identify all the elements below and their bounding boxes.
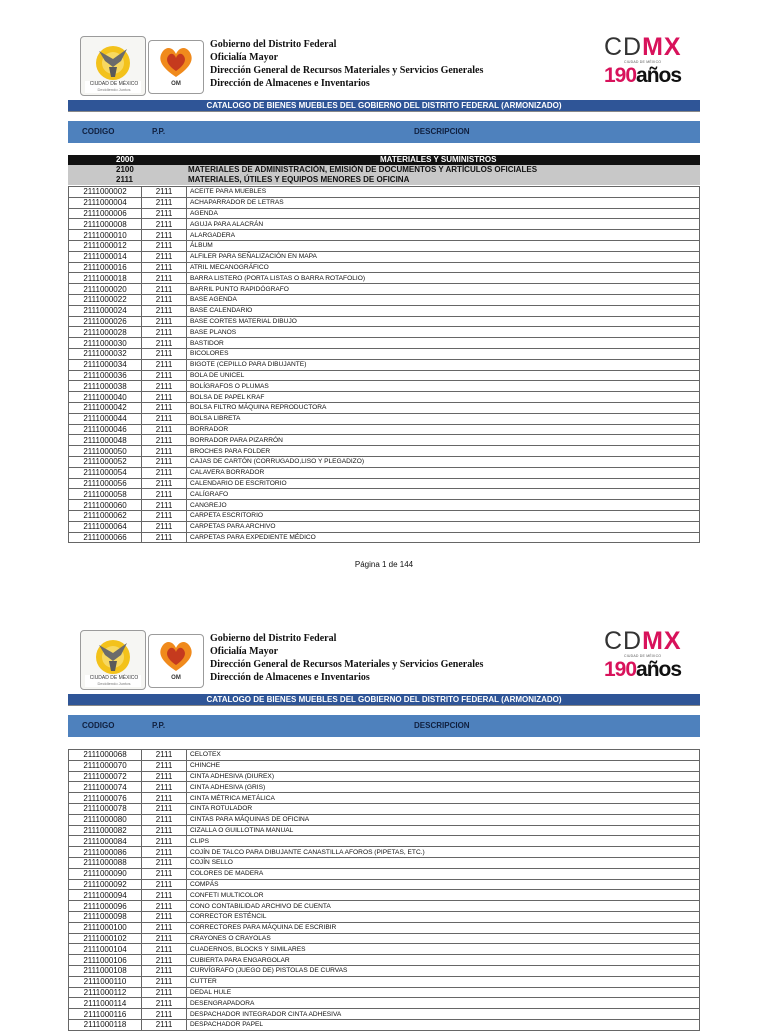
group-desc: MATERIALES, ÚTILES Y EQUIPOS MENORES DE OFICINA bbox=[188, 175, 410, 184]
table-row bbox=[69, 825, 700, 836]
item-description: CONFETI MULTICOLOR bbox=[187, 890, 700, 901]
item-description: CHINCHE bbox=[187, 760, 700, 771]
column-header-desc: DESCRIPCION bbox=[414, 721, 470, 730]
item-code: 2111000040 bbox=[69, 392, 142, 403]
cdmx-190-brand bbox=[604, 628, 684, 684]
item-pp: 2111 bbox=[142, 510, 187, 521]
table-row bbox=[69, 933, 700, 944]
table-row bbox=[69, 955, 700, 966]
item-pp: 2111 bbox=[142, 230, 187, 241]
table-row bbox=[69, 500, 700, 511]
gov-line-3: Dirección General de Recursos Materiales y Servicios Generales bbox=[210, 65, 484, 76]
table-row bbox=[69, 510, 700, 521]
item-description: DEDAL HULE bbox=[187, 987, 700, 998]
item-code: 2111000072 bbox=[69, 771, 142, 782]
table-row bbox=[69, 262, 700, 273]
page-footer: Página 1 de 144 bbox=[354, 560, 414, 569]
table-row bbox=[69, 284, 700, 295]
table-row bbox=[69, 976, 700, 987]
table-row bbox=[69, 327, 700, 338]
item-code: 2111000052 bbox=[69, 456, 142, 467]
item-pp: 2111 bbox=[142, 825, 187, 836]
item-code: 2111000114 bbox=[69, 998, 142, 1009]
table-row bbox=[69, 413, 700, 424]
item-description: CINTA ROTULADOR bbox=[187, 803, 700, 814]
item-pp: 2111 bbox=[142, 273, 187, 284]
item-pp: 2111 bbox=[142, 294, 187, 305]
item-pp: 2111 bbox=[142, 251, 187, 262]
item-description: BORRADOR PARA PIZARRÓN bbox=[187, 435, 700, 446]
item-code: 2111000066 bbox=[69, 532, 142, 543]
item-code: 2111000094 bbox=[69, 890, 142, 901]
table-row bbox=[69, 478, 700, 489]
table-row bbox=[69, 240, 700, 251]
item-description: COJÍN SELLO bbox=[187, 857, 700, 868]
item-pp: 2111 bbox=[142, 240, 187, 251]
item-pp: 2111 bbox=[142, 359, 187, 370]
item-code: 2111000098 bbox=[69, 911, 142, 922]
item-pp: 2111 bbox=[142, 814, 187, 825]
table-row bbox=[69, 219, 700, 230]
om-heart-icon bbox=[149, 635, 203, 675]
column-header-row bbox=[68, 715, 700, 737]
cdmx-city-logo-sub: Decidiendo Juntos bbox=[97, 681, 131, 686]
item-description: CELOTEX bbox=[187, 750, 700, 761]
item-description: BOLSA DE PAPEL KRAF bbox=[187, 392, 700, 403]
brand-mx: MX bbox=[642, 627, 682, 655]
item-code: 2111000054 bbox=[69, 467, 142, 478]
table-row bbox=[69, 381, 700, 392]
item-description: CUADERNOS, BLOCKS Y SIMILARES bbox=[187, 944, 700, 955]
item-code: 2111000074 bbox=[69, 782, 142, 793]
item-code: 2111000056 bbox=[69, 478, 142, 489]
item-description: CINTA MÉTRICA METÁLICA bbox=[187, 793, 700, 804]
item-description: BASE CORTES MATERIAL DIBUJO bbox=[187, 316, 700, 327]
item-pp: 2111 bbox=[142, 532, 187, 543]
item-pp: 2111 bbox=[142, 446, 187, 457]
column-header-pp: P.P. bbox=[152, 127, 166, 136]
item-description: CORRECTORES PARA MÁQUINA DE ESCRIBIR bbox=[187, 922, 700, 933]
item-description: CONO CONTABILIDAD ARCHIVO DE CUENTA bbox=[187, 901, 700, 912]
table-row bbox=[69, 847, 700, 858]
item-code: 2111000092 bbox=[69, 879, 142, 890]
table-row bbox=[69, 857, 700, 868]
item-pp: 2111 bbox=[142, 187, 187, 198]
gov-line-2: Oficialía Mayor bbox=[210, 646, 279, 657]
item-pp: 2111 bbox=[142, 911, 187, 922]
item-code: 2111000004 bbox=[69, 197, 142, 208]
table-row bbox=[69, 922, 700, 933]
item-description: BARRA LISTERO (PORTA LISTAS O BARRA ROTAFOLIO) bbox=[187, 273, 700, 284]
item-code: 2111000096 bbox=[69, 901, 142, 912]
item-pp: 2111 bbox=[142, 208, 187, 219]
item-pp: 2111 bbox=[142, 803, 187, 814]
gov-line-4: Dirección de Almacenes e Inventarios bbox=[210, 672, 370, 683]
item-code: 2111000086 bbox=[69, 847, 142, 858]
item-code: 2111000018 bbox=[69, 273, 142, 284]
table-row bbox=[69, 316, 700, 327]
gov-line-2: Oficialía Mayor bbox=[210, 52, 279, 63]
table-row bbox=[69, 424, 700, 435]
group-row-2111 bbox=[68, 175, 700, 185]
item-description: ATRIL MECANOGRÁFICO bbox=[187, 262, 700, 273]
item-code: 2111000014 bbox=[69, 251, 142, 262]
brand-190-number: 190 bbox=[604, 658, 637, 681]
item-pp: 2111 bbox=[142, 381, 187, 392]
item-description: CINTA ADHESIVA (DIUREX) bbox=[187, 771, 700, 782]
table-row bbox=[69, 273, 700, 284]
item-pp: 2111 bbox=[142, 1019, 187, 1030]
item-code: 2111000020 bbox=[69, 284, 142, 295]
item-pp: 2111 bbox=[142, 402, 187, 413]
item-pp: 2111 bbox=[142, 868, 187, 879]
item-pp: 2111 bbox=[142, 987, 187, 998]
table-row bbox=[69, 251, 700, 262]
item-pp: 2111 bbox=[142, 338, 187, 349]
gov-line-1: Gobierno del Distrito Federal bbox=[210, 633, 337, 644]
item-description: ÁLBUM bbox=[187, 240, 700, 251]
table-row bbox=[69, 187, 700, 198]
cdmx-city-logo-text: CIUDAD DE MÉXICO bbox=[89, 81, 139, 87]
item-pp: 2111 bbox=[142, 478, 187, 489]
table-row bbox=[69, 803, 700, 814]
item-pp: 2111 bbox=[142, 760, 187, 771]
item-description: BICOLORES bbox=[187, 348, 700, 359]
brand-cdmx bbox=[604, 628, 684, 654]
brand-190 bbox=[604, 65, 684, 87]
item-description: COLORES DE MADERA bbox=[187, 868, 700, 879]
item-pp: 2111 bbox=[142, 857, 187, 868]
item-code: 2111000110 bbox=[69, 976, 142, 987]
item-description: DESENGRAPADORA bbox=[187, 998, 700, 1009]
om-logo-text: OM bbox=[171, 81, 181, 87]
table-row bbox=[69, 760, 700, 771]
item-pp: 2111 bbox=[142, 955, 187, 966]
table-row bbox=[69, 771, 700, 782]
item-description: CRAYONES O CRAYOLAS bbox=[187, 933, 700, 944]
cdmx-city-logo-sub: Decidiendo Juntos bbox=[97, 87, 131, 92]
item-code: 2111000050 bbox=[69, 446, 142, 457]
column-header-row bbox=[68, 121, 700, 143]
page-header bbox=[0, 624, 768, 684]
item-code: 2111000034 bbox=[69, 359, 142, 370]
item-pp: 2111 bbox=[142, 284, 187, 295]
item-pp: 2111 bbox=[142, 922, 187, 933]
item-description: CURVÍGRAFO (JUEGO DE) PISTOLAS DE CURVAS bbox=[187, 965, 700, 976]
om-heart-icon bbox=[149, 41, 203, 81]
item-code: 2111000026 bbox=[69, 316, 142, 327]
cdmx-city-logo-text: CIUDAD DE MÉXICO bbox=[89, 675, 139, 681]
page-header bbox=[0, 30, 768, 90]
item-code: 2111000008 bbox=[69, 219, 142, 230]
table-row bbox=[69, 944, 700, 955]
brand-cd: CD bbox=[604, 33, 643, 61]
catalog-title-bar: CATALOGO DE BIENES MUEBLES DEL GOBIERNO DEL DISTRITO FEDERAL (ARMONIZADO) bbox=[68, 694, 700, 706]
item-code: 2111000048 bbox=[69, 435, 142, 446]
item-code: 2111000042 bbox=[69, 402, 142, 413]
item-code: 2111000088 bbox=[69, 857, 142, 868]
item-pp: 2111 bbox=[142, 392, 187, 403]
item-code: 2111000028 bbox=[69, 327, 142, 338]
table-row bbox=[69, 793, 700, 804]
item-description: AGUJA PARA ALACRÁN bbox=[187, 219, 700, 230]
table-row bbox=[69, 197, 700, 208]
item-description: CALAVERA BORRADOR bbox=[187, 467, 700, 478]
item-code: 2111000058 bbox=[69, 489, 142, 500]
item-description: ACHAPARRADOR DE LETRAS bbox=[187, 197, 700, 208]
column-header-code: CODIGO bbox=[82, 127, 115, 136]
table-row bbox=[69, 1019, 700, 1030]
table-row bbox=[69, 456, 700, 467]
table-row bbox=[69, 868, 700, 879]
table-row bbox=[69, 836, 700, 847]
item-pp: 2111 bbox=[142, 879, 187, 890]
item-code: 2111000070 bbox=[69, 760, 142, 771]
item-pp: 2111 bbox=[142, 413, 187, 424]
item-code: 2111000038 bbox=[69, 381, 142, 392]
item-code: 2111000100 bbox=[69, 922, 142, 933]
item-pp: 2111 bbox=[142, 901, 187, 912]
table-row bbox=[69, 402, 700, 413]
cdmx-city-logo bbox=[80, 630, 146, 690]
item-description: BROCHES PARA FOLDER bbox=[187, 446, 700, 457]
brand-190 bbox=[604, 659, 684, 681]
item-code: 2111000024 bbox=[69, 305, 142, 316]
item-code: 2111000116 bbox=[69, 1009, 142, 1020]
table-row bbox=[69, 392, 700, 403]
item-description: CARPETA ESCRITORIO bbox=[187, 510, 700, 521]
item-description: CANGREJO bbox=[187, 500, 700, 511]
brand-cdmx bbox=[604, 34, 684, 60]
item-description: BOLA DE UNICEL bbox=[187, 370, 700, 381]
item-description: COMPÁS bbox=[187, 879, 700, 890]
government-heading bbox=[210, 632, 483, 684]
item-code: 2111000082 bbox=[69, 825, 142, 836]
item-code: 2111000102 bbox=[69, 933, 142, 944]
item-description: CUBIERTA PARA ENGARGOLAR bbox=[187, 955, 700, 966]
item-description: BOLSA LIBRETA bbox=[187, 413, 700, 424]
item-pp: 2111 bbox=[142, 965, 187, 976]
table-row bbox=[69, 901, 700, 912]
table-row bbox=[69, 305, 700, 316]
item-pp: 2111 bbox=[142, 197, 187, 208]
table-row bbox=[69, 890, 700, 901]
item-pp: 2111 bbox=[142, 793, 187, 804]
group-row-2000 bbox=[68, 155, 700, 165]
item-code: 2111000112 bbox=[69, 987, 142, 998]
group-rows bbox=[68, 155, 700, 185]
table-row bbox=[69, 987, 700, 998]
item-pp: 2111 bbox=[142, 435, 187, 446]
group-desc: MATERIALES Y SUMINISTROS bbox=[380, 155, 497, 164]
gov-line-1: Gobierno del Distrito Federal bbox=[210, 39, 337, 50]
item-pp: 2111 bbox=[142, 500, 187, 511]
table-row bbox=[69, 489, 700, 500]
item-description: CINTA ADHESIVA (GRIS) bbox=[187, 782, 700, 793]
item-code: 2111000016 bbox=[69, 262, 142, 273]
table-row bbox=[69, 348, 700, 359]
item-pp: 2111 bbox=[142, 998, 187, 1009]
item-code: 2111000068 bbox=[69, 750, 142, 761]
table-row bbox=[69, 370, 700, 381]
cdmx-city-logo bbox=[80, 36, 146, 96]
table-row bbox=[69, 532, 700, 543]
group-code: 2000 bbox=[116, 155, 134, 164]
item-description: CARPETAS PARA EXPEDIENTE MÉDICO bbox=[187, 532, 700, 543]
item-pp: 2111 bbox=[142, 847, 187, 858]
table-row bbox=[69, 338, 700, 349]
item-pp: 2111 bbox=[142, 316, 187, 327]
table-row bbox=[69, 521, 700, 532]
item-description: BIGOTE (CEPILLO PARA DIBUJANTE) bbox=[187, 359, 700, 370]
item-code: 2111000080 bbox=[69, 814, 142, 825]
item-description: CARPETAS PARA ARCHIVO bbox=[187, 521, 700, 532]
item-code: 2111000030 bbox=[69, 338, 142, 349]
item-description: DESPACHADOR PAPEL bbox=[187, 1019, 700, 1030]
item-pp: 2111 bbox=[142, 836, 187, 847]
item-pp: 2111 bbox=[142, 370, 187, 381]
item-pp: 2111 bbox=[142, 348, 187, 359]
brand-190-number: 190 bbox=[604, 64, 637, 87]
item-description: CLIPS bbox=[187, 836, 700, 847]
item-pp: 2111 bbox=[142, 305, 187, 316]
item-description: BORRADOR bbox=[187, 424, 700, 435]
table-row bbox=[69, 359, 700, 370]
item-description: CORRECTOR ESTÉNCIL bbox=[187, 911, 700, 922]
item-code: 2111000002 bbox=[69, 187, 142, 198]
item-pp: 2111 bbox=[142, 521, 187, 532]
item-code: 2111000010 bbox=[69, 230, 142, 241]
item-code: 2111000118 bbox=[69, 1019, 142, 1030]
item-pp: 2111 bbox=[142, 944, 187, 955]
item-code: 2111000076 bbox=[69, 793, 142, 804]
item-pp: 2111 bbox=[142, 933, 187, 944]
items-table-page-1 bbox=[68, 186, 700, 543]
brand-anos: años bbox=[636, 658, 682, 681]
table-row bbox=[69, 911, 700, 922]
item-description: CALÍGRAFO bbox=[187, 489, 700, 500]
item-description: BASE PLANOS bbox=[187, 327, 700, 338]
items-table-page-2 bbox=[68, 749, 700, 1031]
table-row bbox=[69, 446, 700, 457]
item-code: 2111000106 bbox=[69, 955, 142, 966]
column-header-desc: DESCRIPCION bbox=[414, 127, 470, 136]
item-code: 2111000084 bbox=[69, 836, 142, 847]
item-code: 2111000060 bbox=[69, 500, 142, 511]
item-pp: 2111 bbox=[142, 467, 187, 478]
table-row bbox=[69, 965, 700, 976]
item-code: 2111000012 bbox=[69, 240, 142, 251]
item-description: ALFILER PARA SEÑALIZACIÓN EN MAPA bbox=[187, 251, 700, 262]
column-header-pp: P.P. bbox=[152, 721, 166, 730]
item-pp: 2111 bbox=[142, 771, 187, 782]
item-description: BASTIDOR bbox=[187, 338, 700, 349]
item-code: 2111000078 bbox=[69, 803, 142, 814]
item-pp: 2111 bbox=[142, 219, 187, 230]
item-description: BASE CALENDARIO bbox=[187, 305, 700, 316]
item-pp: 2111 bbox=[142, 750, 187, 761]
om-logo-text: OM bbox=[171, 675, 181, 681]
item-description: BASE AGENDA bbox=[187, 294, 700, 305]
item-description: DESPACHADOR INTEGRADOR CINTA ADHESIVA bbox=[187, 1009, 700, 1020]
table-row bbox=[69, 1009, 700, 1020]
item-code: 2111000108 bbox=[69, 965, 142, 976]
table-row bbox=[69, 435, 700, 446]
item-code: 2111000062 bbox=[69, 510, 142, 521]
group-code: 2100 bbox=[116, 165, 134, 174]
item-pp: 2111 bbox=[142, 489, 187, 500]
item-description: CAJAS DE CARTÓN (CORRUGADO,LISO Y PLEGADIZO) bbox=[187, 456, 700, 467]
item-pp: 2111 bbox=[142, 1009, 187, 1020]
item-code: 2111000036 bbox=[69, 370, 142, 381]
group-code: 2111 bbox=[116, 175, 133, 184]
brand-small-text: CIUDAD DE MÉXICO bbox=[624, 60, 662, 64]
table-row bbox=[69, 208, 700, 219]
item-description: CALENDARIO DE ESCRITORIO bbox=[187, 478, 700, 489]
group-row-2100 bbox=[68, 165, 700, 175]
table-row bbox=[69, 879, 700, 890]
table-row bbox=[69, 294, 700, 305]
gov-line-3: Dirección General de Recursos Materiales y Servicios Generales bbox=[210, 659, 484, 670]
item-description: AGENDA bbox=[187, 208, 700, 219]
brand-mx: MX bbox=[642, 33, 682, 61]
table-row bbox=[69, 814, 700, 825]
brand-anos: años bbox=[636, 64, 682, 87]
item-code: 2111000046 bbox=[69, 424, 142, 435]
item-code: 2111000064 bbox=[69, 521, 142, 532]
item-pp: 2111 bbox=[142, 456, 187, 467]
item-description: CIZALLA O GUILLOTINA MANUAL bbox=[187, 825, 700, 836]
table-row bbox=[69, 782, 700, 793]
om-logo bbox=[148, 40, 204, 94]
item-description: ALARGADERA bbox=[187, 230, 700, 241]
item-pp: 2111 bbox=[142, 424, 187, 435]
gov-line-4: Dirección de Almacenes e Inventarios bbox=[210, 78, 370, 89]
table-row bbox=[69, 750, 700, 761]
item-code: 2111000104 bbox=[69, 944, 142, 955]
table-row bbox=[69, 230, 700, 241]
item-pp: 2111 bbox=[142, 327, 187, 338]
om-logo bbox=[148, 634, 204, 688]
item-code: 2111000006 bbox=[69, 208, 142, 219]
item-description: CUTTER bbox=[187, 976, 700, 987]
government-heading bbox=[210, 38, 483, 90]
item-code: 2111000032 bbox=[69, 348, 142, 359]
column-header-code: CODIGO bbox=[82, 721, 115, 730]
table-row bbox=[69, 998, 700, 1009]
item-pp: 2111 bbox=[142, 262, 187, 273]
cdmx-190-brand bbox=[604, 34, 684, 90]
item-description: BOLÍGRAFOS O PLUMAS bbox=[187, 381, 700, 392]
item-description: COJÍN DE TALCO PARA DIBUJANTE CANASTILLA AFOROS (PIPETAS, ETC.) bbox=[187, 847, 700, 858]
item-code: 2111000090 bbox=[69, 868, 142, 879]
brand-cd: CD bbox=[604, 627, 643, 655]
item-pp: 2111 bbox=[142, 976, 187, 987]
item-code: 2111000022 bbox=[69, 294, 142, 305]
brand-small-text: CIUDAD DE MÉXICO bbox=[624, 654, 662, 658]
table-row bbox=[69, 467, 700, 478]
item-description: BARRIL PUNTO RAPIDÓGRAFO bbox=[187, 284, 700, 295]
item-pp: 2111 bbox=[142, 782, 187, 793]
catalog-title-bar: CATALOGO DE BIENES MUEBLES DEL GOBIERNO DEL DISTRITO FEDERAL (ARMONIZADO) bbox=[68, 100, 700, 112]
item-pp: 2111 bbox=[142, 890, 187, 901]
group-desc: MATERIALES DE ADMINISTRACIÓN, EMISIÓN DE DOCUMENTOS Y ARTÍCULOS OFICIALES bbox=[188, 165, 538, 174]
item-description: ACEITE PARA MUEBLES bbox=[187, 187, 700, 198]
item-description: BOLSA FILTRO MÁQUINA REPRODUCTORA bbox=[187, 402, 700, 413]
item-description: CINTAS PARA MÁQUINAS DE OFICINA bbox=[187, 814, 700, 825]
item-code: 2111000044 bbox=[69, 413, 142, 424]
